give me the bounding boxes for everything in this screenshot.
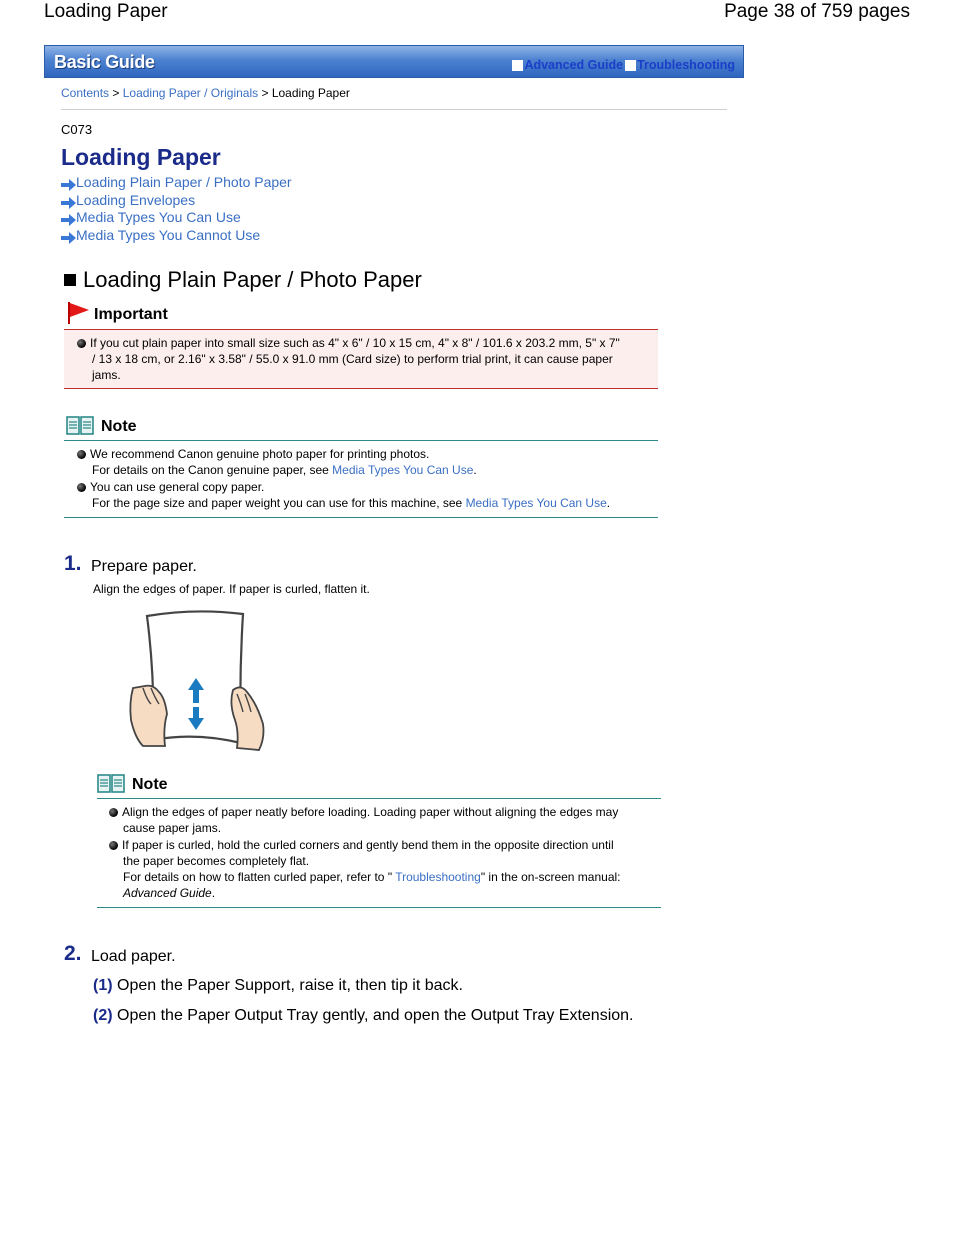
toc-list: [61, 174, 292, 244]
breadcrumb: [61, 86, 727, 110]
important-label: Important: [94, 306, 168, 323]
note-header: [97, 774, 168, 794]
substep: [93, 977, 463, 995]
breadcrumb-current: Loading Paper: [271, 86, 350, 100]
step-description: Align the edges of paper. If paper is curled, flatten it.: [93, 582, 370, 596]
red-flag-icon: [66, 302, 90, 324]
arrow-right-icon: [61, 214, 76, 226]
note-detail: [92, 495, 610, 511]
period: .: [606, 496, 611, 510]
bullet-icon: [77, 450, 86, 459]
note-item: [109, 804, 618, 820]
page-header-title: Loading Paper: [44, 1, 168, 22]
step-number: 1.: [64, 552, 82, 575]
bullet-icon: [109, 808, 118, 817]
note-text: For details on the Canon genuine paper, see: [92, 463, 333, 477]
important-line: [77, 335, 620, 351]
bullet-icon: [77, 339, 86, 348]
toc-link[interactable]: Loading Plain Paper / Photo Paper: [76, 174, 292, 190]
advanced-guide-link[interactable]: Advanced Guide: [524, 58, 624, 72]
substep: [93, 1007, 633, 1025]
toc-link[interactable]: Media Types You Cannot Use: [76, 226, 261, 243]
important-line: jams.: [92, 368, 121, 382]
note-item: [109, 837, 614, 853]
note-detail: [123, 869, 621, 885]
guide-banner: [44, 45, 744, 78]
breadcrumb-contents-link[interactable]: Contents: [61, 86, 110, 100]
square-bullet-icon: [64, 274, 76, 286]
step-title: Load paper.: [91, 948, 176, 965]
square-icon: [512, 60, 523, 71]
note-text: You can use general copy paper.: [90, 480, 265, 494]
period: .: [211, 886, 216, 900]
important-line: / 13 x 18 cm, or 2.16" x 3.58" / 55.0 x 91.0 mm (Card size) to perform trial print, it can cause paper: [92, 352, 613, 366]
book-icon: [97, 774, 125, 794]
square-icon: [625, 60, 636, 71]
page-count: Page 38 of 759 pages: [724, 1, 910, 22]
basic-guide-logo: Basic Guide: [54, 52, 155, 72]
media-types-link[interactable]: Media Types You Can Use: [465, 496, 607, 510]
note-header: [66, 416, 137, 436]
section-heading: [64, 267, 422, 293]
book-icon: [66, 416, 94, 436]
note-text: Align the edges of paper neatly before loading. Loading paper without aligning the edges may: [122, 805, 619, 819]
banner-links: [512, 58, 735, 72]
breadcrumb-separator: >: [258, 86, 272, 100]
bullet-icon: [109, 841, 118, 850]
note-label: Note: [101, 418, 137, 435]
substep-number: (1): [93, 977, 113, 994]
period: .: [473, 463, 477, 477]
toc-item[interactable]: [61, 192, 292, 210]
toc-item[interactable]: [61, 227, 292, 245]
note-label: Note: [132, 776, 168, 793]
note-item: [77, 446, 429, 462]
note-text: If paper is curled, hold the curled corners and gently bend them in the opposite direction until: [122, 838, 614, 852]
paper-aligning-illustration: [125, 608, 270, 753]
breadcrumb-separator: >: [109, 86, 123, 100]
toc-item[interactable]: [61, 174, 292, 192]
bullet-icon: [77, 483, 86, 492]
note-text: For details on how to flatten curled paper, refer to ": [123, 870, 396, 884]
breadcrumb-parent-link[interactable]: Loading Paper / Originals: [122, 86, 259, 100]
troubleshooting-link[interactable]: Troubleshooting: [637, 58, 735, 72]
important-header: [66, 302, 168, 324]
important-text: If you cut plain paper into small size such as 4" x 6" / 10 x 15 cm, 4" x 8" / 101.6 x 203.2 mm, 5" x 7": [90, 336, 620, 350]
document-code: C073: [61, 122, 93, 137]
note-detail: [123, 885, 215, 901]
substep-number: (2): [93, 1007, 113, 1024]
step-title: Prepare paper.: [91, 558, 197, 575]
arrow-right-icon: [61, 179, 76, 191]
arrow-right-icon: [61, 232, 76, 244]
note-text: We recommend Canon genuine photo paper for printing photos.: [90, 447, 430, 461]
section-heading-text: Loading Plain Paper / Photo Paper: [83, 267, 422, 292]
page-title: Loading Paper: [61, 144, 221, 170]
note-text: " in the on-screen manual:: [480, 870, 621, 884]
note-detail: [92, 462, 477, 478]
toc-item[interactable]: [61, 209, 292, 227]
arrow-right-icon: [61, 197, 76, 209]
note-text: cause paper jams.: [123, 821, 222, 835]
step-number: 2.: [64, 942, 82, 965]
substep-text: Open the Paper Support, raise it, then tip it back.: [117, 977, 463, 994]
note-item: [77, 479, 264, 495]
toc-link[interactable]: Loading Envelopes: [76, 191, 196, 208]
troubleshooting-link[interactable]: Troubleshooting: [395, 870, 481, 884]
toc-link[interactable]: Media Types You Can Use: [76, 209, 241, 225]
note-text: For the page size and paper weight you can use for this machine, see: [92, 496, 466, 510]
substep-text: Open the Paper Output Tray gently, and open the Output Tray Extension.: [117, 1007, 634, 1024]
media-types-link[interactable]: Media Types You Can Use: [332, 463, 474, 477]
note-text: the paper becomes completely flat.: [123, 854, 310, 868]
manual-name: Advanced Guide: [123, 886, 212, 900]
